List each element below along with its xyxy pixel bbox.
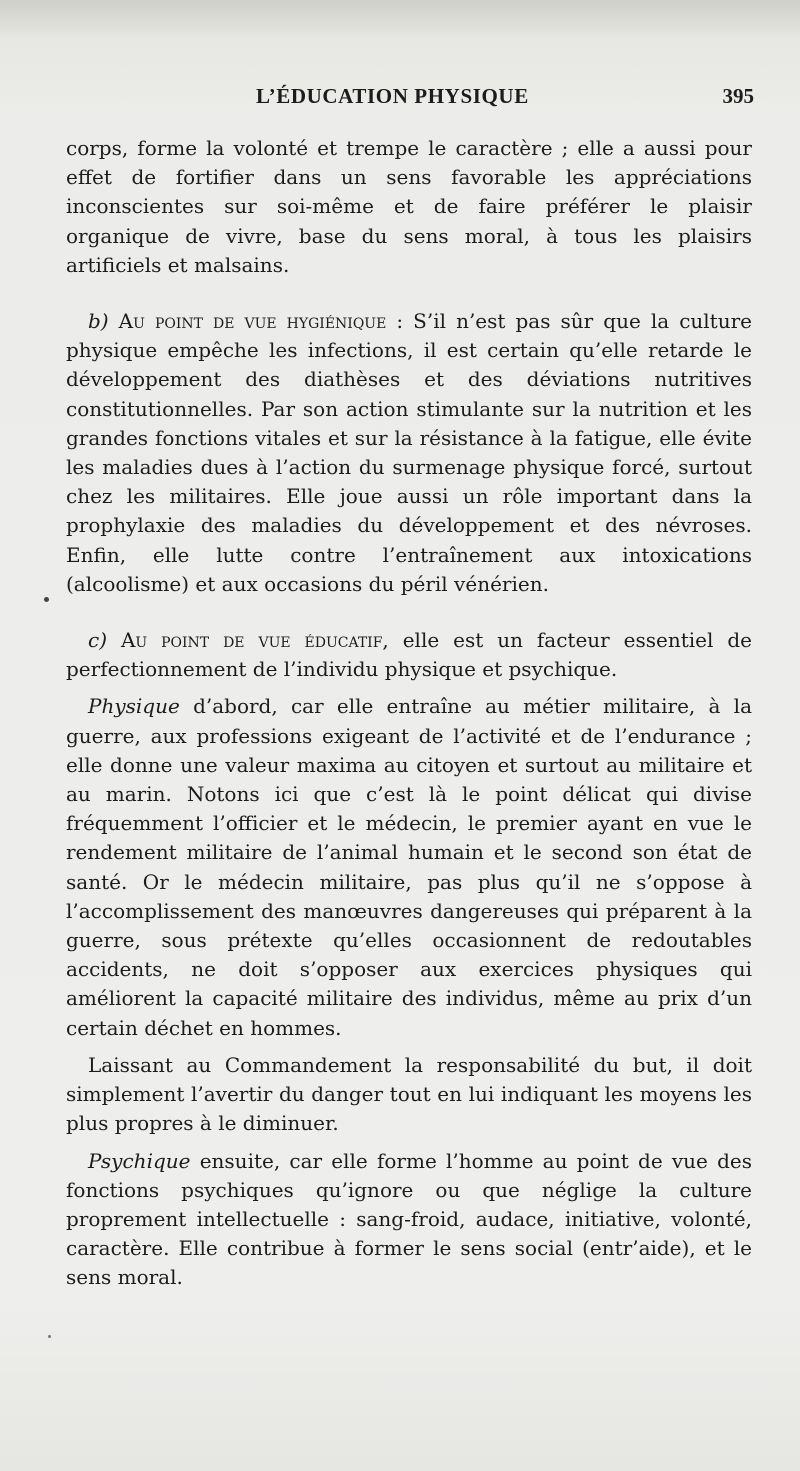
paragraph-text: ensuite, car elle forme l’homme au point de vue des fonctions psychiques qu’ignore ou que néglige la culture proprement intellectuelle : sang-froid, audace, initiative, volonté, caractère. Elle contribue à former le sens social (entr’aide), et le sens moral. (66, 1148, 753, 1290)
paragraph-hygienic (66, 307, 752, 599)
body-text (66, 134, 752, 1293)
page-header (66, 84, 754, 114)
section-heading-educational: Au point de vue éducatif, (120, 628, 389, 653)
running-title: L’ÉDUCATION PHYSIQUE (256, 84, 529, 108)
paragraph-educational (66, 626, 752, 684)
paragraph-text: corps, forme la volonté et trempe le caractère ; elle a aussi pour effet de fortifier dans un sens favorable les appréciations inconscientes sur soi-même et de faire préférer le plaisir organique de vivre, base du sens moral, à tous les plaisirs artificiels et malsains. (66, 136, 752, 277)
margin-dot (48, 1335, 51, 1338)
paragraph-physical (66, 692, 752, 1042)
lead-word-physique: Physique (88, 694, 180, 719)
paragraph-command (66, 1051, 752, 1139)
margin-mark (44, 597, 49, 602)
paragraph-text: Laissant au Commandement la responsabilité du but, il doit simplement l’avertir du danger tout en lui indiquant les moyens les plus propres à le diminuer. (66, 1052, 752, 1136)
paragraph-psychic (66, 1147, 752, 1293)
lead-word-psychique: Psychique (88, 1148, 191, 1173)
paragraph-continuation (66, 134, 752, 280)
paragraph-text: S’il n’est pas sûr que la culture physique empêche les infections, il est certain qu’elle retarde le développement des diathèses et des déviations nutritives constitutionnelles. Par son action stimulante sur la nutrition et les grandes fonctions vitales et sur la résistance à la fatigue, elle évite les maladies dues à l’action du surmenage physique forcé, surtout chez les militaires. Elle joue aussi un rôle important dans la prophylaxie des maladies du développement et des névroses. Enfin, elle lutte contre l’entraînement aux intoxications (alcoolisme) et aux occasions du péril vénérien. (66, 309, 752, 596)
section-letter: b) (88, 309, 109, 334)
page-number: 395 (722, 84, 754, 108)
section-letter: c) (88, 628, 108, 653)
section-heading-hygienic: Au point de vue hygiénique : (118, 309, 404, 334)
paragraph-text: d’abord, car elle entraîne au métier militaire, à la guerre, aux professions exigeant de l’activité et de l’endurance ; elle donne une valeur maxima au citoyen et surtout au militaire et au marin. Notons ici que c’est là le point délicat qui divise fréquemment l’officier et le médecin, le premier ayant en vue le rendement militaire de l’animal humain et le second son état de santé. Or le médecin militaire, pas plus qu’il ne s’oppose à l’accomplissement des manœuvres dangereuses qui préparent à la guerre, sous prétexte qu’elles occasionnent de redoutables accidents, ne doit s’opposer aux exercices physiques qui améliorent la capacité militaire des individus, même au prix d’un certain déchet en hommes. (66, 694, 752, 1040)
paragraph-text: elle est un facteur essentiel de perfectionnement de l’individu physique et psychique. (66, 628, 752, 682)
